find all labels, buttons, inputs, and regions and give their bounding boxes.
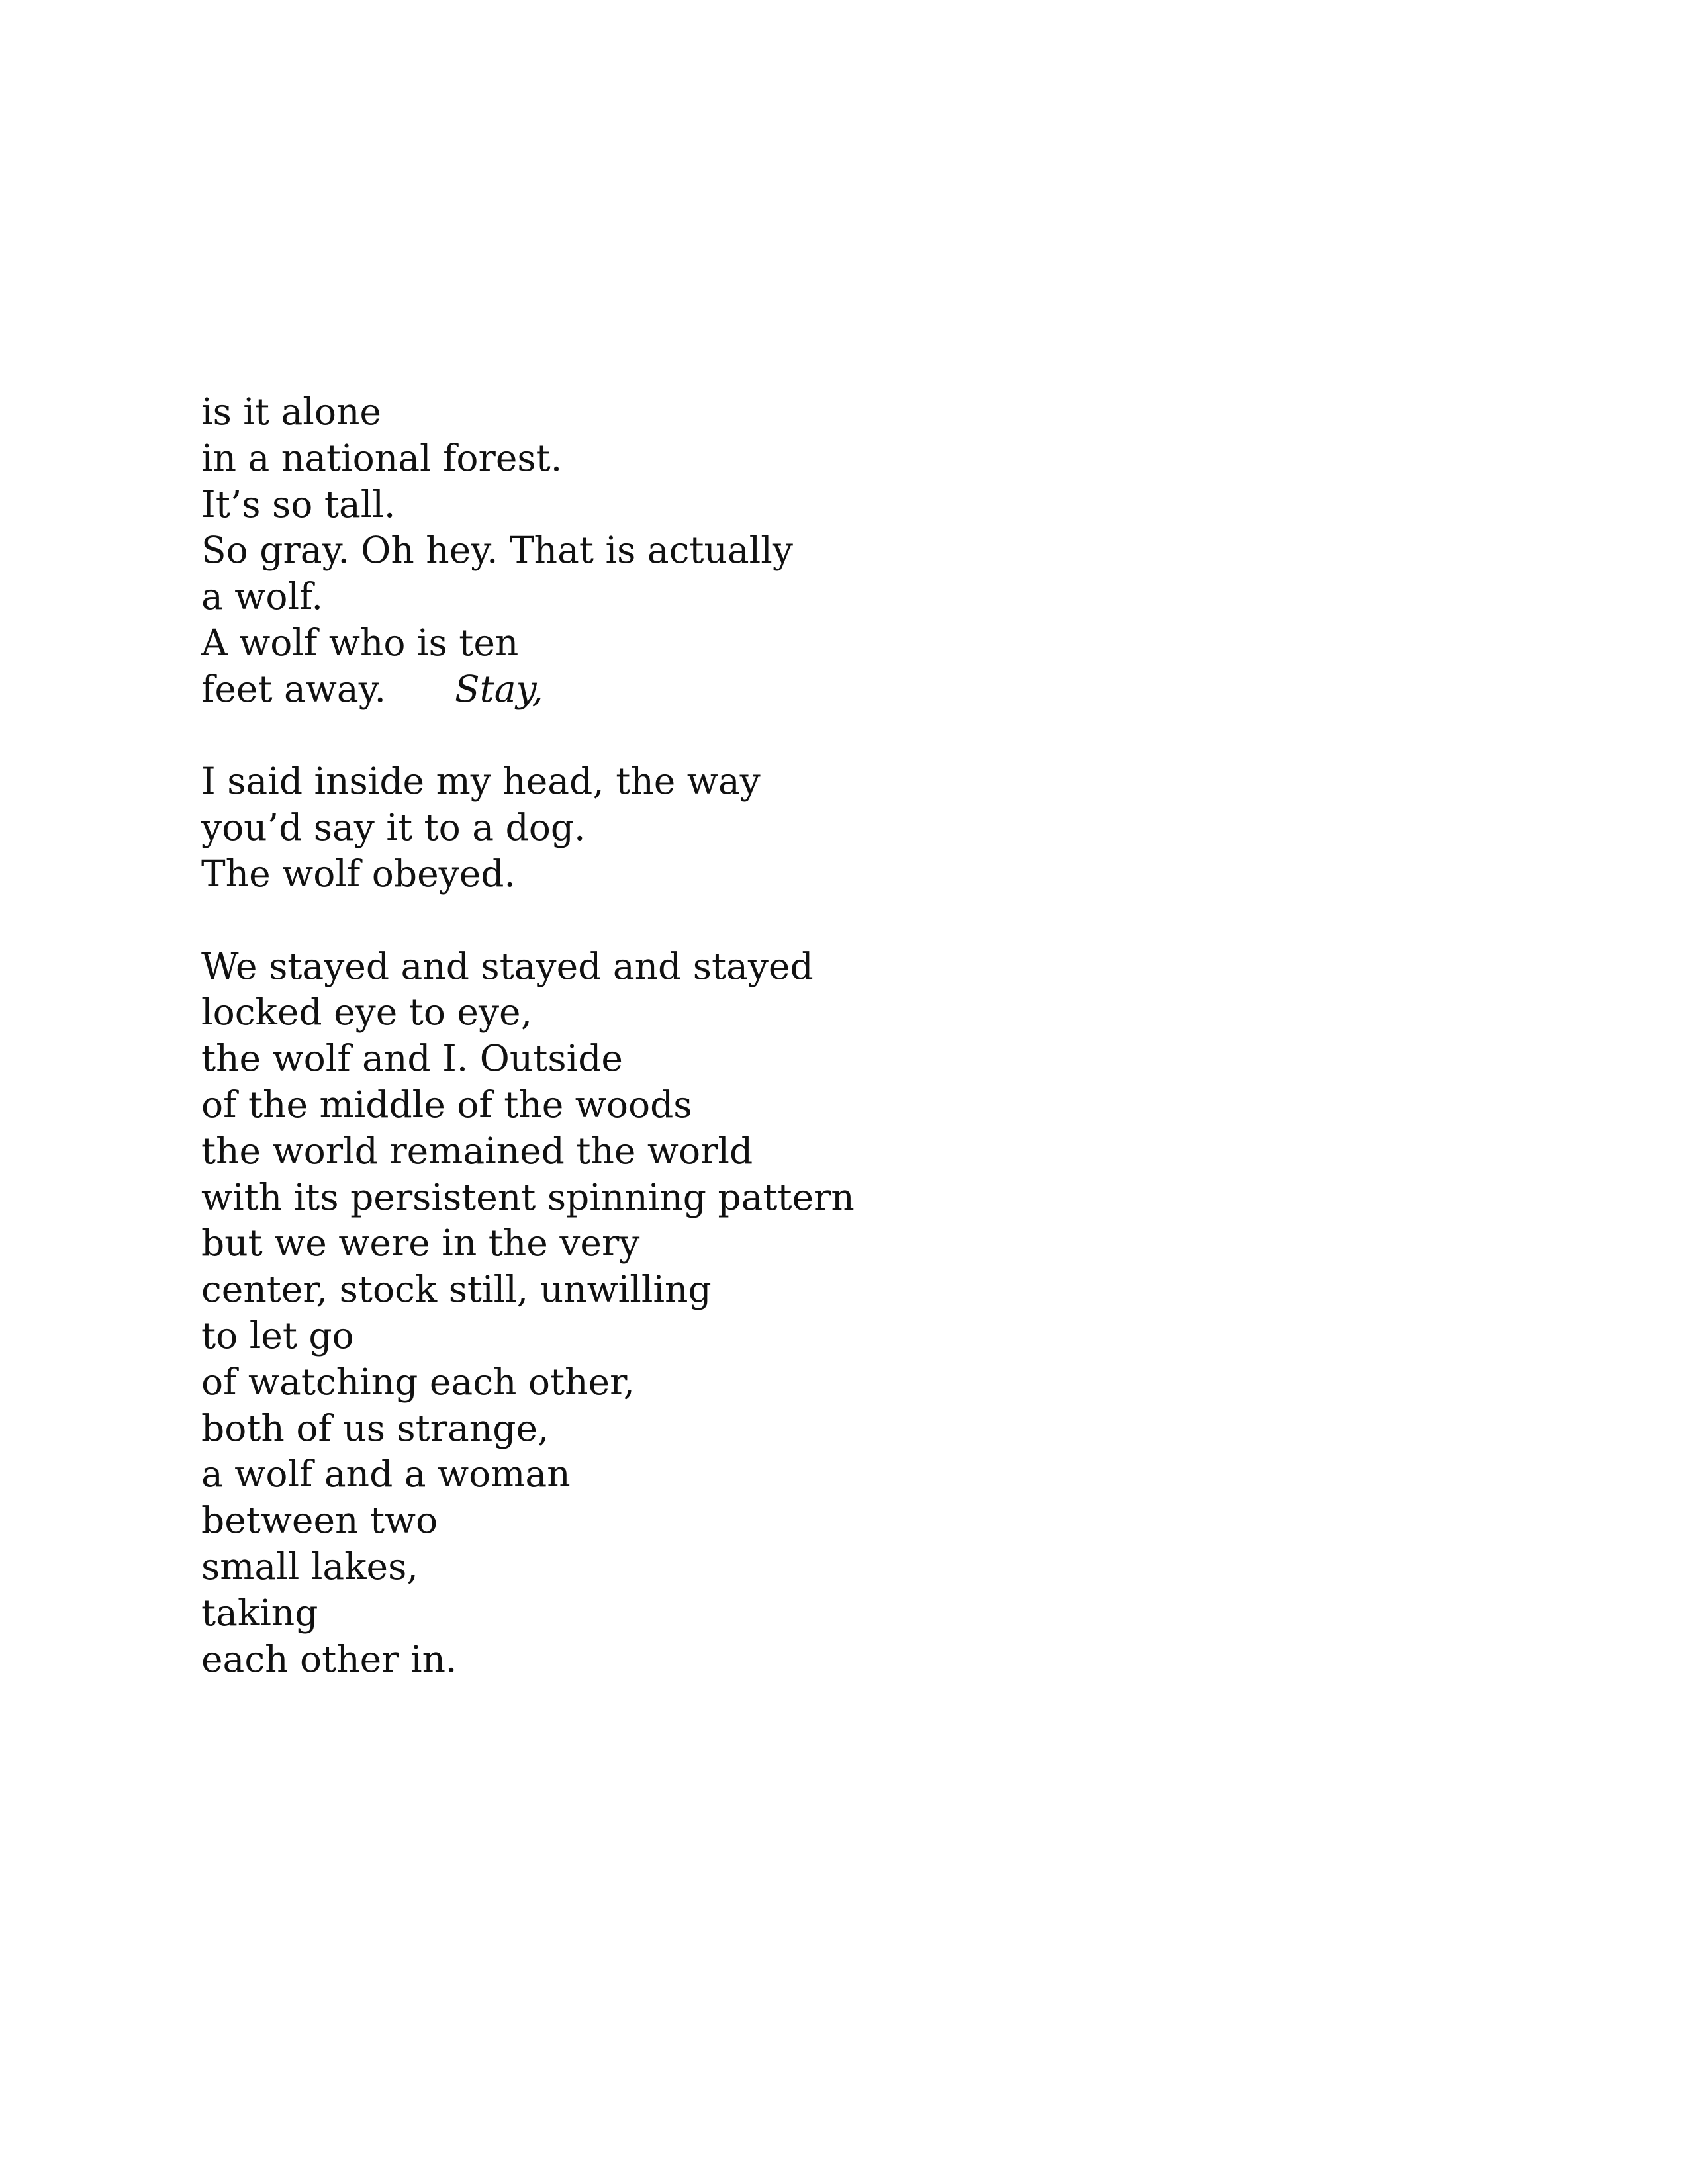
stanza-1 [201,389,1459,713]
poem-line-with-italic [201,666,1459,713]
poem-line: I said inside my head, the way [201,760,761,803]
poem-line: the world remained the world [201,1129,753,1172]
poem-line: the wolf and I. Outside [201,1037,623,1080]
poem-line: each other in. [201,1637,457,1680]
poem-line: is it alone [201,390,381,433]
poem-line: to let go [201,1314,354,1357]
poem-text [201,389,1459,1682]
poem-line: of watching each other, [201,1360,635,1403]
poem-line: you’d say it to a dog. [201,806,586,849]
poem-line-text: feet away. [201,667,386,710]
poem-line: A wolf who is ten [201,621,519,664]
poem-line: It’s so tall. [201,482,396,525]
poem-line: The wolf obeyed. [201,852,516,895]
poem-line: small lakes, [201,1545,418,1588]
poem-line: center, stock still, unwilling [201,1268,712,1311]
stanza-2 [201,758,1459,897]
poem-line: a wolf. [201,575,323,618]
poem-line: taking [201,1591,318,1634]
poem-line: but we were in the very [201,1222,640,1265]
italic-word: Stay, [454,667,543,710]
poem-line: between two [201,1499,438,1542]
poem-line: a wolf and a woman [201,1453,571,1496]
stanza-3 [201,944,1459,1683]
poem-line: So gray. Oh hey. That is actually [201,529,793,572]
poem-line: with its persistent spinning pattern [201,1175,855,1218]
poem-line: both of us strange, [201,1406,549,1449]
poem-line: of the middle of the woods [201,1083,692,1126]
poem-line: We stayed and stayed and stayed [201,944,814,987]
poem-line: in a national forest. [201,436,563,479]
poem-line: locked eye to eye, [201,991,533,1034]
